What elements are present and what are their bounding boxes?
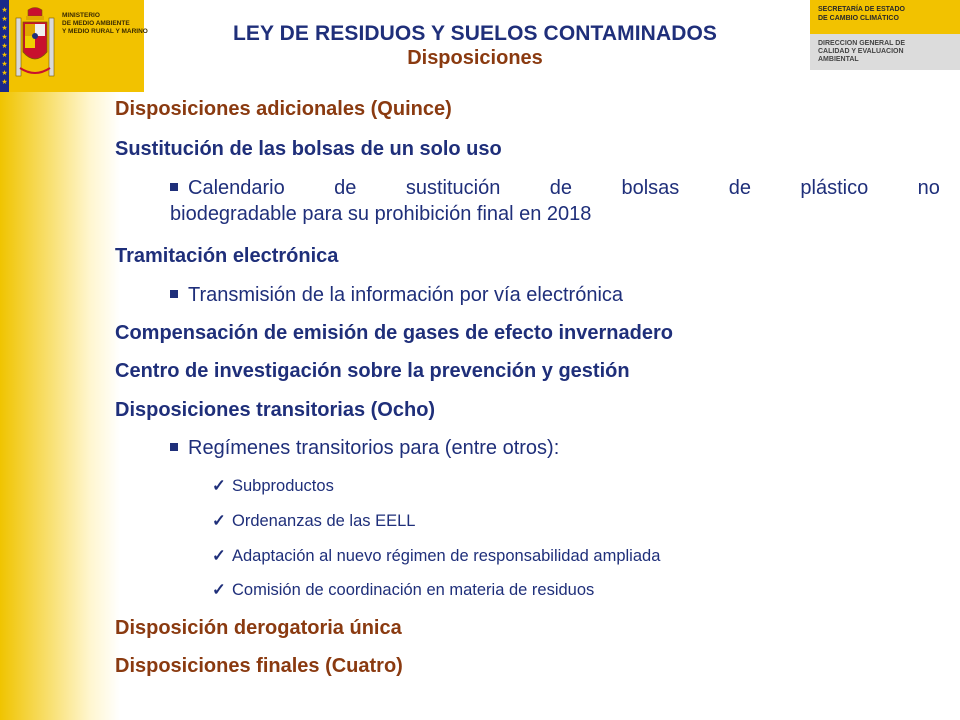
bullet-square-icon <box>170 175 285 201</box>
bullet-calendario-line1 <box>170 175 940 201</box>
heading-derogatoria: Disposición derogatoria única <box>115 617 402 639</box>
checkmark-icon: ✓ <box>212 477 226 495</box>
word: de <box>334 177 357 199</box>
bullet-regimenes <box>170 437 559 460</box>
checkmark-icon: ✓ <box>212 512 226 530</box>
page-subtitle: Disposiciones <box>407 47 543 69</box>
check-item <box>212 580 594 600</box>
ministry-line: DE MEDIO AMBIENTE <box>62 20 130 27</box>
ministry-line: MINISTERIO <box>62 12 100 19</box>
heading-compensacion: Compensación de emisión de gases de efecto invernadero <box>115 322 673 344</box>
heading-transitorias: Disposiciones transitorias (Ocho) <box>115 399 436 421</box>
heading-sustitucion: Sustitución de las bolsas de un solo uso <box>115 138 502 160</box>
directorate-line: CALIDAD Y EVALUACION <box>818 48 904 55</box>
heading-centro: Centro de investigación sobre la prevención y gestión <box>115 360 630 382</box>
heading-adicionales: Disposiciones adicionales (Quince) <box>115 98 452 120</box>
check-item <box>212 511 415 531</box>
check-text: Adaptación al nuevo régimen de responsabilidad ampliada <box>232 547 661 565</box>
word: de <box>728 177 751 199</box>
checkmark-icon: ✓ <box>212 581 226 599</box>
heading-tramitacion: Tramitación electrónica <box>115 245 339 267</box>
bullet-calendario <box>170 175 940 227</box>
bullet-square-icon <box>170 443 178 451</box>
word: no <box>917 177 940 199</box>
word: de <box>549 177 573 199</box>
check-item <box>212 476 334 496</box>
heading-finales: Disposiciones finales (Cuatro) <box>115 655 403 677</box>
check-item <box>212 546 660 566</box>
bullet-square-icon <box>170 290 178 298</box>
checkmark-icon: ✓ <box>212 547 226 565</box>
ministry-line: Y MEDIO RURAL Y MARINO <box>62 28 148 35</box>
word: bolsas <box>621 177 680 199</box>
check-text: Comisión de coordinación en materia de residuos <box>232 581 595 599</box>
bullet-text: Regímenes transitorios para (entre otros): <box>188 437 560 459</box>
page-title: LEY DE RESIDUOS Y SUELOS CONTAMINADOS <box>232 22 718 45</box>
secretariat-line: SECRETARÍA DE ESTADO <box>818 6 905 13</box>
eu-stars-icon: ★ ★ ★ ★ ★ ★ ★ ★ ★ <box>1 7 8 86</box>
secretariat-line: DE CAMBIO CLIMÁTICO <box>818 15 899 22</box>
check-text: Ordenanzas de las EELL <box>232 512 416 530</box>
check-text: Subproductos <box>232 477 334 495</box>
bullet-transmision <box>170 284 623 307</box>
directorate-line: DIRECCION GENERAL DE <box>818 40 905 47</box>
word: Calendario <box>188 177 285 199</box>
word: sustitución <box>405 177 501 199</box>
bullet-calendario-line2: biodegradable para su prohibición final en 2018 <box>170 203 592 225</box>
word: plástico <box>800 177 869 199</box>
directorate-line: AMBIENTAL <box>818 56 859 63</box>
bullet-text: Transmisión de la información por vía electrónica <box>188 284 624 306</box>
